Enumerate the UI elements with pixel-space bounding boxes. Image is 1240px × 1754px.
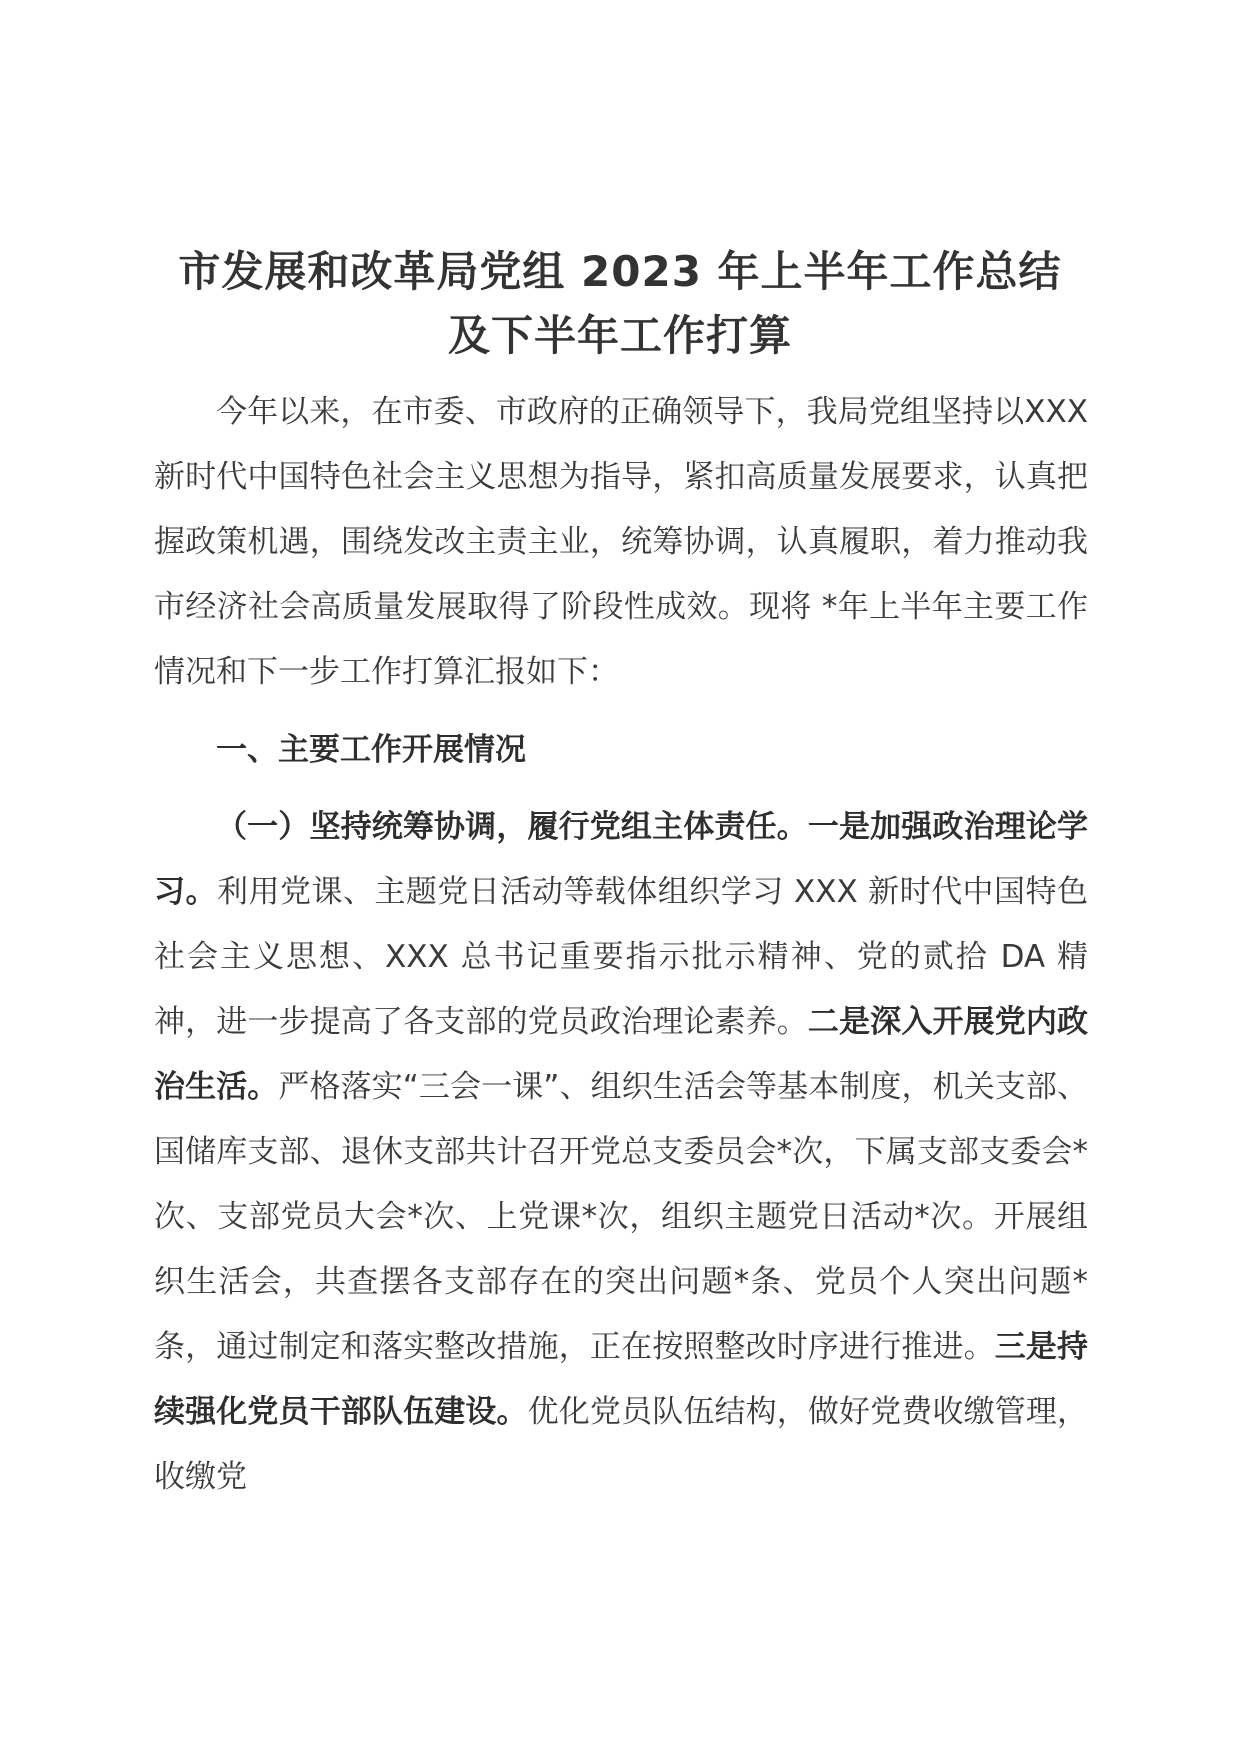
intro-paragraph: 今年以来，在市委、市政府的正确领导下，我局党组坚持以XXX 新时代中国特色社会主义思想为指导，紧扣高质量发展要求，认真把握政策机遇，围绕发改主责主业，统筹协调，认真履职，着力推动我市经济社会高质量发展取得了阶段性成效。现将 *年上半年主要工作情况和下一步工作打算汇报如下： [154,394,1088,690]
section-heading-1: 一、主要工作开展情况 [216,732,526,768]
item-1-title: 一是加强政治理论学习。 [154,809,1089,910]
item-3-text: 优化党员队伍结构，做好党费收缴管理，收缴党 [154,1394,1088,1495]
title-line-1: 市发展和改革局党组 2023 年上半年工作总结 [178,247,1062,296]
document-title [140,240,1100,368]
item-2-text: 严格落实“三会一课”、组织生活会等基本制度，机关支部、国储库支部、退休支部共计召开党总支委员会*次，下属支部支委会*次、支部党员大会*次、上党课*次，组织主题党日活动*次。开展组织生活会，共查摆各支部存在的突出问题*条、党员个人突出问题*条，通过制定和落实整改措施，正在按照整改时序进行推进。 [154,1069,1088,1365]
title-line-2: 及下半年工作打算 [447,311,792,360]
item-2-title: 二是深入开展党内政治生活。 [154,1004,1089,1105]
item-1-text: 利用党课、主题党日活动等载体组织学习 XXX 新时代中国特色社会主义思想、XXX 总书记重要指示批示精神、党的贰拾 DA 精神，进一步提高了各支部的党员政治理论素养。 [154,874,1089,1040]
document-body [154,380,1088,1510]
work-paragraph-1 [154,795,1088,1510]
paragraph-lead: （一）坚持统筹协调，履行党组主体责任。 [216,809,808,845]
item-3-title: 三是持续强化党员干部队伍建设。 [154,1329,1089,1430]
